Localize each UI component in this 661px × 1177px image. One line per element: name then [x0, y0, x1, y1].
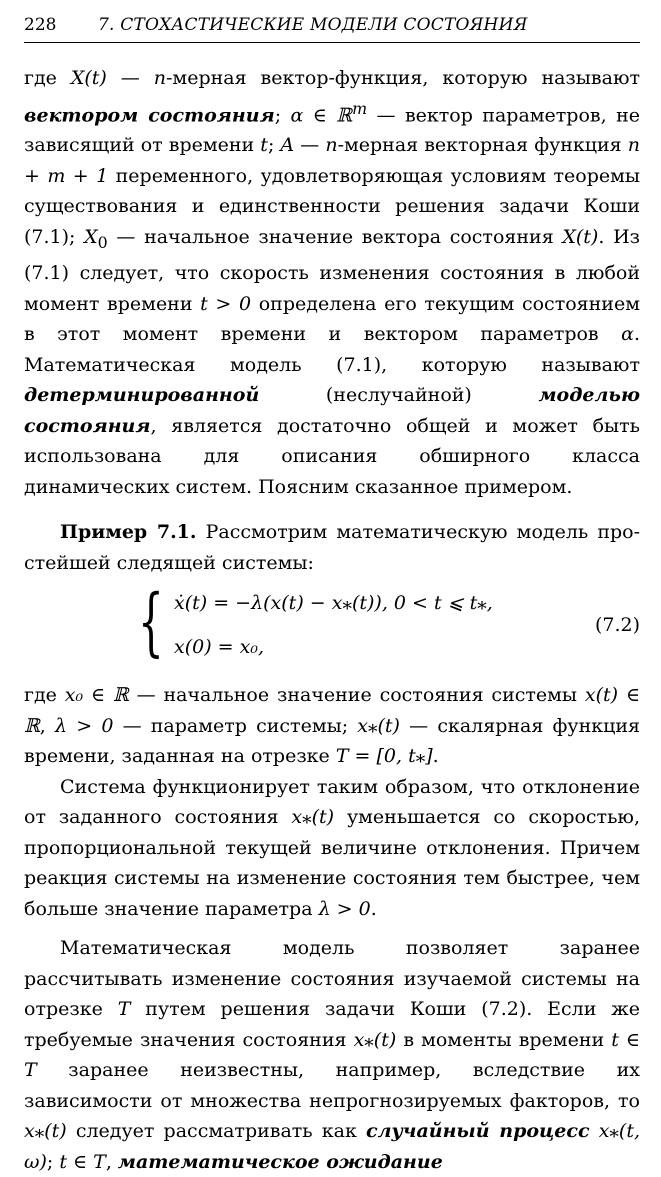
- running-title: 7. СТОХАСТИЧЕСКИЕ МОДЕЛИ СОСТОЯНИЯ: [98, 15, 528, 35]
- text: — начальное значение состояния системы: [128, 684, 585, 707]
- math-x-star-t-omega: x⁎(t, ω): [24, 1120, 641, 1173]
- text: -мерная вектор-функция, которую называют: [166, 67, 640, 89]
- example-title: Пример 7.1.: [60, 521, 197, 544]
- text: ,: [39, 714, 56, 737]
- math-x-star-t: x⁎(t): [353, 1028, 397, 1051]
- paragraph-system-functions: [24, 772, 640, 925]
- equation-7-2: [24, 579, 640, 674]
- math-A: A: [280, 134, 295, 157]
- text: [590, 1120, 599, 1142]
- math-x0-in-R: x₀ ∈ ℝ: [64, 684, 129, 707]
- text: определена его текущим состоянием в этот момент времени и вектором параметров: [24, 292, 640, 346]
- example-text: Рассмотрим математическую модель простейшей следящей системы:: [24, 521, 641, 574]
- math-X-t: X(t): [70, 67, 107, 89]
- math-alpha: α: [621, 323, 634, 346]
- text: ,: [105, 1150, 118, 1173]
- text: — вектор параметров, не зависящий от времени: [24, 103, 640, 157]
- math-n: n: [153, 67, 167, 89]
- text: путем решения задачи Коши (7.2). Если же требуемые значения состояния: [24, 998, 640, 1051]
- paragraph-where: [24, 680, 640, 772]
- math-x-star-t: x⁎(t): [24, 1120, 67, 1143]
- text: где: [24, 67, 71, 89]
- math-X-t: X(t): [562, 225, 599, 248]
- math-alpha-in-Rm: α ∈ ℝ: [290, 103, 353, 126]
- text: (неслучайной): [259, 384, 539, 407]
- book-page: [24, 14, 640, 1177]
- text: где: [24, 684, 65, 707]
- text: -мерная векторная функция: [337, 134, 628, 157]
- term-state-model: моделью состояния: [24, 384, 640, 437]
- math-subscript-0: 0: [97, 232, 108, 252]
- math-t-in-T: t ∈ T: [59, 1150, 106, 1173]
- math-T: T: [117, 998, 131, 1021]
- term-random-process: случайный процесс: [366, 1120, 590, 1143]
- text: уменьшается со скоростью, пропорциональной текущей величине отклонения. Причем реакция системы на изменение состояния тем быстрее, чем больше значение параметра: [24, 806, 640, 920]
- running-header: [24, 14, 640, 43]
- math-X0: X: [84, 225, 98, 248]
- text: — скалярная функция времени, заданная на отрезке: [24, 714, 640, 768]
- equation-line-2: x(0) = x₀,: [174, 636, 264, 659]
- text: следует рассматривать как: [66, 1120, 367, 1143]
- math-n: n: [325, 134, 338, 157]
- page-number: 228: [24, 15, 57, 35]
- math-t-gt-0: t > 0: [200, 292, 252, 315]
- math-T-interval: T = [0, t⁎]: [335, 745, 433, 768]
- text: ;: [46, 1150, 60, 1173]
- example-intro: [24, 517, 640, 578]
- math-t: t: [260, 134, 268, 157]
- math-superscript-m: m: [352, 98, 368, 118]
- text: , является достаточно общей и может быть использована для описания обширного класса динамических систем. Поясним сказанное примером.: [24, 414, 640, 498]
- math-lambda-gt-0: λ > 0: [55, 714, 114, 737]
- math-n-m-1: n + m + 1: [24, 134, 640, 187]
- paragraph-state-vector: [24, 63, 640, 502]
- text: в моменты времени: [396, 1028, 612, 1051]
- math-t-in-T: t ∈ T: [24, 1028, 640, 1082]
- math-x-t-in-R: x(t) ∈ ℝ: [24, 684, 641, 737]
- text: — начальное значение вектора состояния: [107, 225, 563, 248]
- equation-number: (7.2): [594, 614, 640, 637]
- math-x-star-t: x⁎(t): [357, 714, 400, 737]
- text: —: [106, 67, 154, 89]
- equation-line-1: ẋ(t) = −λ(x(t) − x⁎(t)), 0 < t ⩽ t⁎,: [174, 592, 493, 615]
- text: —: [294, 134, 326, 157]
- text: ;: [274, 103, 291, 126]
- page-body: [24, 63, 640, 1177]
- term-expectation: математическое ожидание: [117, 1150, 443, 1173]
- text: переменного, удовлетворяющая условиям теоремы существования и единственности решения задачи Коши (7.1);: [24, 164, 640, 248]
- text: Математическая модель позволяет заранее рассчитывать изменение состояния изучаемой системы на отрезке: [24, 937, 640, 1021]
- paragraph-math-model: [24, 933, 640, 1177]
- text: . Математическая модель (7.1), которую называют: [24, 323, 640, 376]
- text: заранее неизвестны, например, вследствие их зависимости от множества непрогнозируемых факторов, то: [24, 1059, 640, 1112]
- text: . Из (7.1) следует, что скорость изменения состояния в любой момент времени: [24, 225, 641, 315]
- math-x-star-t: x⁎(t): [291, 806, 335, 829]
- math-lambda-gt-0: λ > 0: [318, 897, 371, 920]
- text: — параметр системы;: [113, 714, 358, 737]
- text: ;: [267, 134, 281, 157]
- text: .: [432, 745, 439, 768]
- text: .: [370, 897, 377, 920]
- term-deterministic: детерминированной: [24, 384, 260, 407]
- left-brace: {: [138, 579, 164, 666]
- text: Система функционирует таким образом, что отклонение от заданного состояния: [24, 775, 640, 829]
- term-state-vector: вектором состояния: [24, 103, 275, 126]
